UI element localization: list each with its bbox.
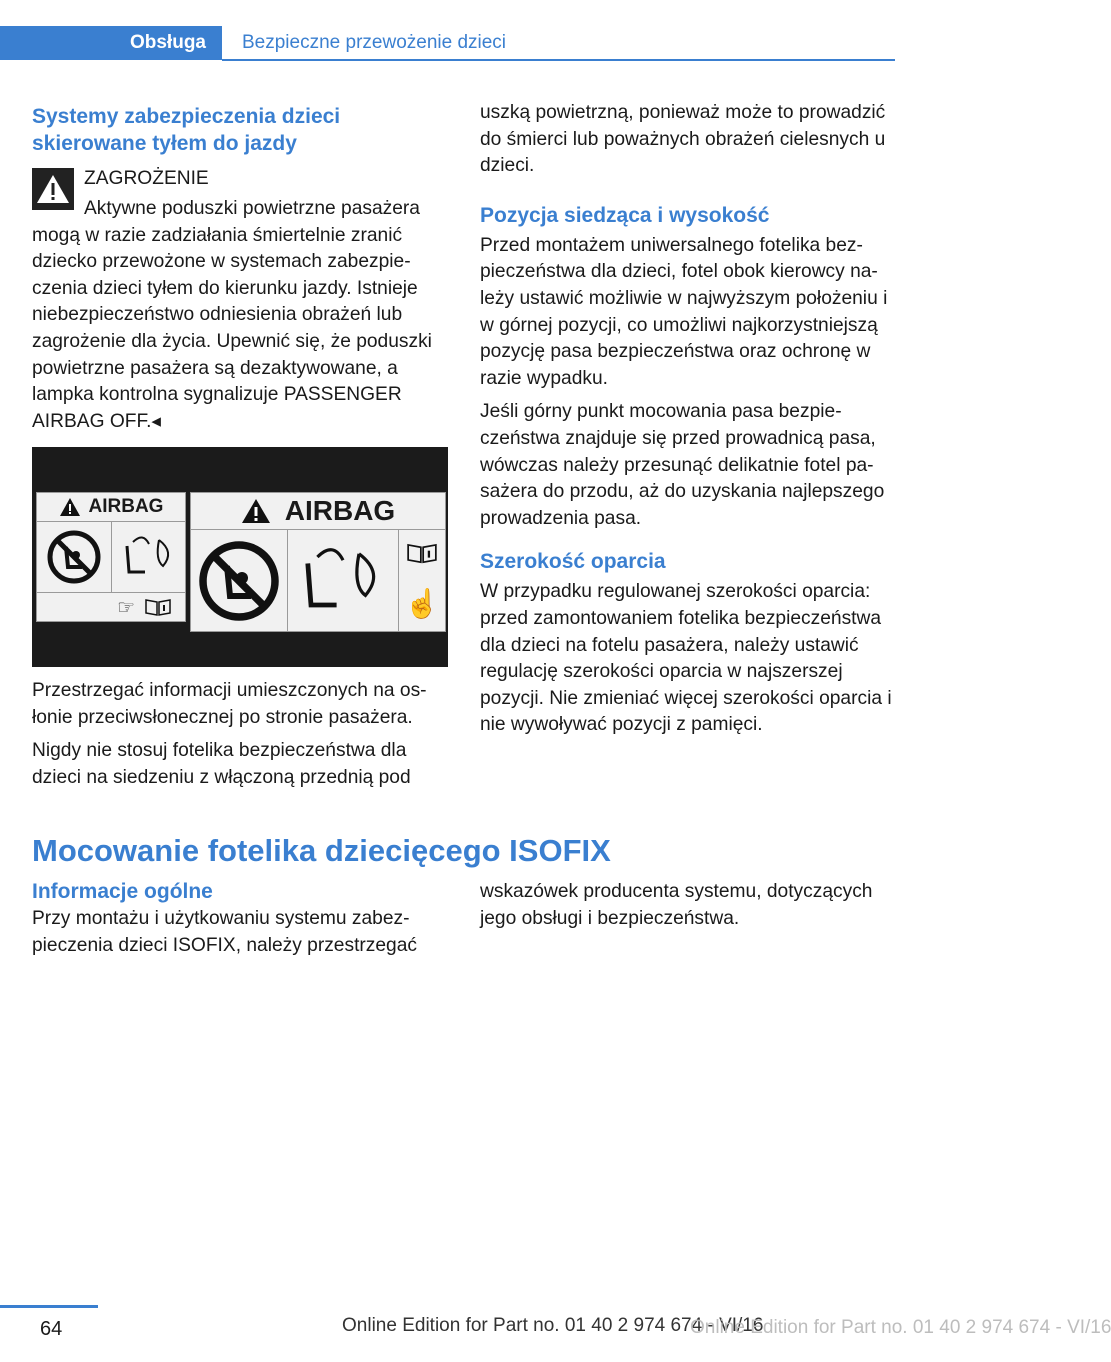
- no-child-seat-icon: [197, 539, 281, 623]
- seat-position-para1: Przed montażem uniwersalnego fotelika bezpieczeństwa dla dzieci, fotel obok kierowcy należy ustawić możliwie w najwyższym położeniu i w górnej pozycji, co umożliwi najkorzystniejszą pozycję pasa bezpieczeństwa oraz ochronę w razie wypadku.: [480, 234, 888, 389]
- isofix-right-text: wskazówek producenta systemu, dotyczących jego obsługi i bezpieczeństwa.: [480, 881, 873, 929]
- airbag-deploy-icon: [295, 541, 391, 621]
- warning-title: ZAGROŻENIE: [84, 168, 209, 189]
- airbag-label-figure: [32, 447, 448, 667]
- airbag-text-large: AIRBAG: [284, 495, 396, 526]
- tab-obsluga[interactable]: Obsługa: [0, 26, 222, 60]
- airbag-label-large: [190, 492, 446, 632]
- warning-text: [32, 196, 450, 435]
- right-column: [480, 100, 896, 739]
- edition-text: Online Edition for Part no. 01 40 2 974 674 - VI/16: [342, 1315, 764, 1336]
- section-heading-rearward: Systemy zabezpieczenia dzieci skierowane tyłem do jazdy: [32, 105, 341, 155]
- pointing-hand-icon: ☞: [117, 596, 135, 619]
- header-tabs: [0, 26, 895, 60]
- airbag-deploy-icon: [119, 532, 179, 582]
- pointing-hand-icon: ☝: [404, 587, 440, 619]
- manual-book-icon: [407, 542, 437, 564]
- isofix-heading: Mocowanie fotelika dziecięcego ISOFIX: [32, 833, 611, 868]
- airbag-label-small: [36, 492, 186, 622]
- watermark-text: Online Edition for Part no. 01 40 2 974 674 - VI/16: [690, 1317, 1111, 1338]
- isofix-subheading: Informacje ogólne: [32, 880, 213, 903]
- continued-text: uszką powietrzną, ponieważ może to prowadzić do śmierci lub poważnych obrażeń cielesnych u dzieci.: [480, 102, 886, 177]
- manual-book-icon: [145, 598, 171, 616]
- sunvisor-note: Przestrzegać informacji umieszczonych na osłonie przeciwsłonecznej po stronie pasażera.: [32, 680, 427, 728]
- left-para-group: [32, 678, 450, 791]
- heading-backrest-width: Szerokość oparcia: [480, 550, 666, 574]
- seat-position-para2: Jeśli górny punkt mocowania pasa bezpieczeństwa znajduje się przed prowadnicą pasa, wówczas należy przesunąć delikatnie fotel pasażera do przodu, aż do uzyskania najlepszego prowadzenia pasa.: [480, 401, 885, 529]
- warning-paragraph: Aktywne poduszki powietrzne pasażera mogą w razie zadziałania śmiertelnie zranić dziecko przewożone w systemach zabezpieczenia dzieci tyłem do kierunku jazdy. Istnieje niebezpieczeństwo odniesienia obrażeń lub zagrożenie dla życia. Upewnić się, że poduszki powietrzne pasażera są dezaktywowane, a lampka kontrolna sygnalizuje PASSENGER AIRBAG OFF.◂: [32, 198, 432, 432]
- warning-triangle-icon: [59, 497, 81, 517]
- never-use-note: Nigdy nie stosuj fotelika bezpieczeństwa dla dzieci na siedzeniu z włączoną przednią pod: [32, 740, 411, 788]
- backrest-width-para: W przypadku regulowanej szerokości oparcia: przed zamontowaniem fotelika bezpieczeństwa dla dzieci na fotelu pasażera, należy ustawić regulację szerokości oparcia w najszerszej pozycji. Nie zmieniać więcej szerokości oparcia i nie wywoływać pozycji z pamięci.: [480, 581, 892, 736]
- no-child-seat-icon: [46, 529, 102, 585]
- warning-triangle-icon: [241, 498, 271, 524]
- heading-seat-position: Pozycja siedząca i wysokość: [480, 203, 770, 227]
- isofix-left-text: Przy montażu i użytkowaniu systemu zabezpieczenia dzieci ISOFIX, należy przestrzegać: [32, 908, 417, 956]
- tab-bezpieczne-przewozenie[interactable]: Bezpieczne przewożenie dzieci: [242, 32, 507, 53]
- page-number: 64: [40, 1318, 63, 1340]
- footer-rule: [0, 1305, 98, 1308]
- airbag-text-small: AIRBAG: [88, 496, 164, 517]
- header-rule: [222, 59, 895, 61]
